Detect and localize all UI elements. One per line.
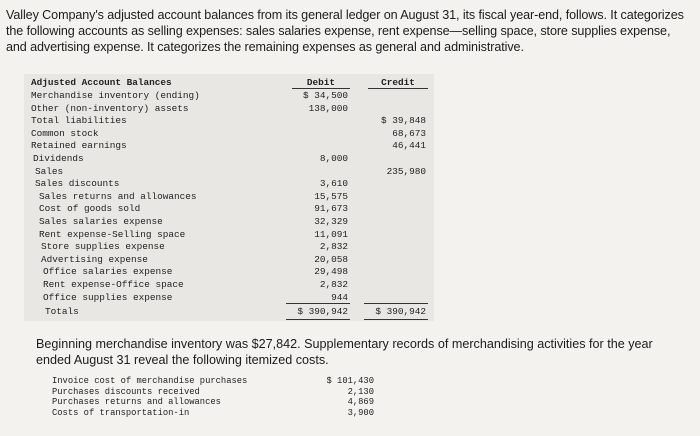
account-label: Office salaries expense — [43, 266, 173, 278]
debit-amount: 8,000 — [319, 153, 348, 164]
debit-double-rule — [286, 319, 350, 320]
account-label: Advertising expense — [41, 253, 148, 265]
table-row — [24, 115, 434, 128]
debit-amount: 944 — [331, 291, 348, 303]
account-label: Store supplies expense — [41, 241, 165, 253]
account-label: Sales salaries expense — [39, 216, 163, 227]
totals-label: Totals — [45, 306, 79, 317]
adjusted-balances-table — [24, 74, 434, 321]
table-row — [24, 128, 434, 141]
credit-amount: 46,441 — [392, 140, 426, 152]
credit-total-rule — [364, 303, 428, 304]
debit-amount: 15,575 — [314, 190, 348, 202]
credit-amount: 235,980 — [386, 165, 426, 177]
account-label: Retained earnings — [31, 140, 127, 152]
debit-amount: $ 34,500 — [302, 90, 348, 101]
table-row — [24, 191, 434, 204]
totals-row — [24, 306, 434, 319]
table-row — [24, 178, 434, 191]
debit-amount: 11,091 — [314, 228, 348, 240]
debit-header-rule — [292, 88, 350, 89]
cost-label: Costs of transportation-in — [52, 407, 190, 418]
debit-amount: 2,832 — [319, 279, 348, 290]
supplementary-costs-table — [52, 376, 452, 428]
table-row — [24, 279, 434, 292]
cost-value: 4,869 — [347, 397, 374, 407]
debit-amount: 91,673 — [314, 203, 348, 215]
debit-amount: 2,832 — [319, 241, 348, 253]
credit-amount: $ 39,848 — [380, 115, 426, 127]
credit-double-rule — [364, 319, 428, 320]
credit-header-rule — [368, 88, 428, 89]
cost-value: 2,130 — [347, 386, 374, 397]
account-label: Total liabilities — [31, 115, 127, 127]
supplementary-row — [52, 408, 452, 419]
account-label: Sales discounts — [35, 178, 120, 190]
supplementary-intro: Beginning merchandise inventory was $27,842. Supplementary records of merchandising activities for the year ended August 31 reveal the following itemized costs. — [36, 337, 653, 367]
account-label: Office supplies expense — [43, 291, 173, 303]
cost-label: Purchases returns and allowances — [52, 397, 221, 407]
account-label: Cost of goods sold — [39, 203, 141, 215]
credit-amount: 68,673 — [392, 127, 426, 139]
totals-credit: $ 390,942 — [375, 306, 426, 317]
table-row — [24, 166, 434, 179]
account-label: Other (non-inventory) assets — [31, 102, 189, 114]
supplementary-row — [52, 387, 452, 398]
problem-intro: Valley Company's adjusted account balances from its general ledger on August 31, its fiscal year-end, follows. It categorizes the following accounts as selling expenses: sales salaries expense, rent expense—selling space, store supplies expense, and advertising expense. It categorizes the remaining expenses as general and administrative. — [6, 8, 684, 54]
account-label: Merchandise inventory (ending) — [31, 90, 200, 101]
table-row — [24, 153, 434, 166]
debit-amount: 29,498 — [314, 266, 348, 278]
account-label: Common stock — [31, 127, 99, 139]
header-credit: Credit — [381, 77, 415, 88]
table-row — [24, 254, 434, 267]
table-row — [24, 229, 434, 242]
cost-value: 3,900 — [347, 407, 374, 418]
supplementary-row — [52, 397, 452, 408]
header-label: Adjusted Account Balances — [31, 77, 172, 88]
debit-amount: 3,610 — [319, 178, 348, 190]
table-row — [24, 90, 434, 103]
table-row — [24, 203, 434, 216]
account-label: Rent expense-Office space — [43, 279, 184, 290]
account-label: Sales — [35, 165, 64, 177]
table-row — [24, 266, 434, 279]
account-label: Rent expense-Selling space — [39, 228, 186, 240]
account-label: Dividends — [33, 153, 84, 164]
table-row — [24, 216, 434, 229]
supplementary-row — [52, 376, 452, 387]
cost-label: Invoice cost of merchandise purchases — [52, 376, 248, 386]
header-debit: Debit — [306, 77, 336, 88]
cost-value: $ 101,430 — [326, 376, 374, 386]
debit-amount: 20,058 — [314, 253, 348, 265]
debit-total-rule — [286, 303, 350, 304]
table-row — [24, 103, 434, 116]
totals-debit: $ 390,942 — [297, 306, 348, 317]
debit-amount: 32,329 — [314, 216, 348, 227]
debit-amount: 138,000 — [308, 102, 348, 114]
table-row — [24, 241, 434, 254]
cost-label: Purchases discounts received — [52, 386, 200, 397]
table-row — [24, 140, 434, 153]
account-label: Sales returns and allowances — [39, 190, 197, 202]
